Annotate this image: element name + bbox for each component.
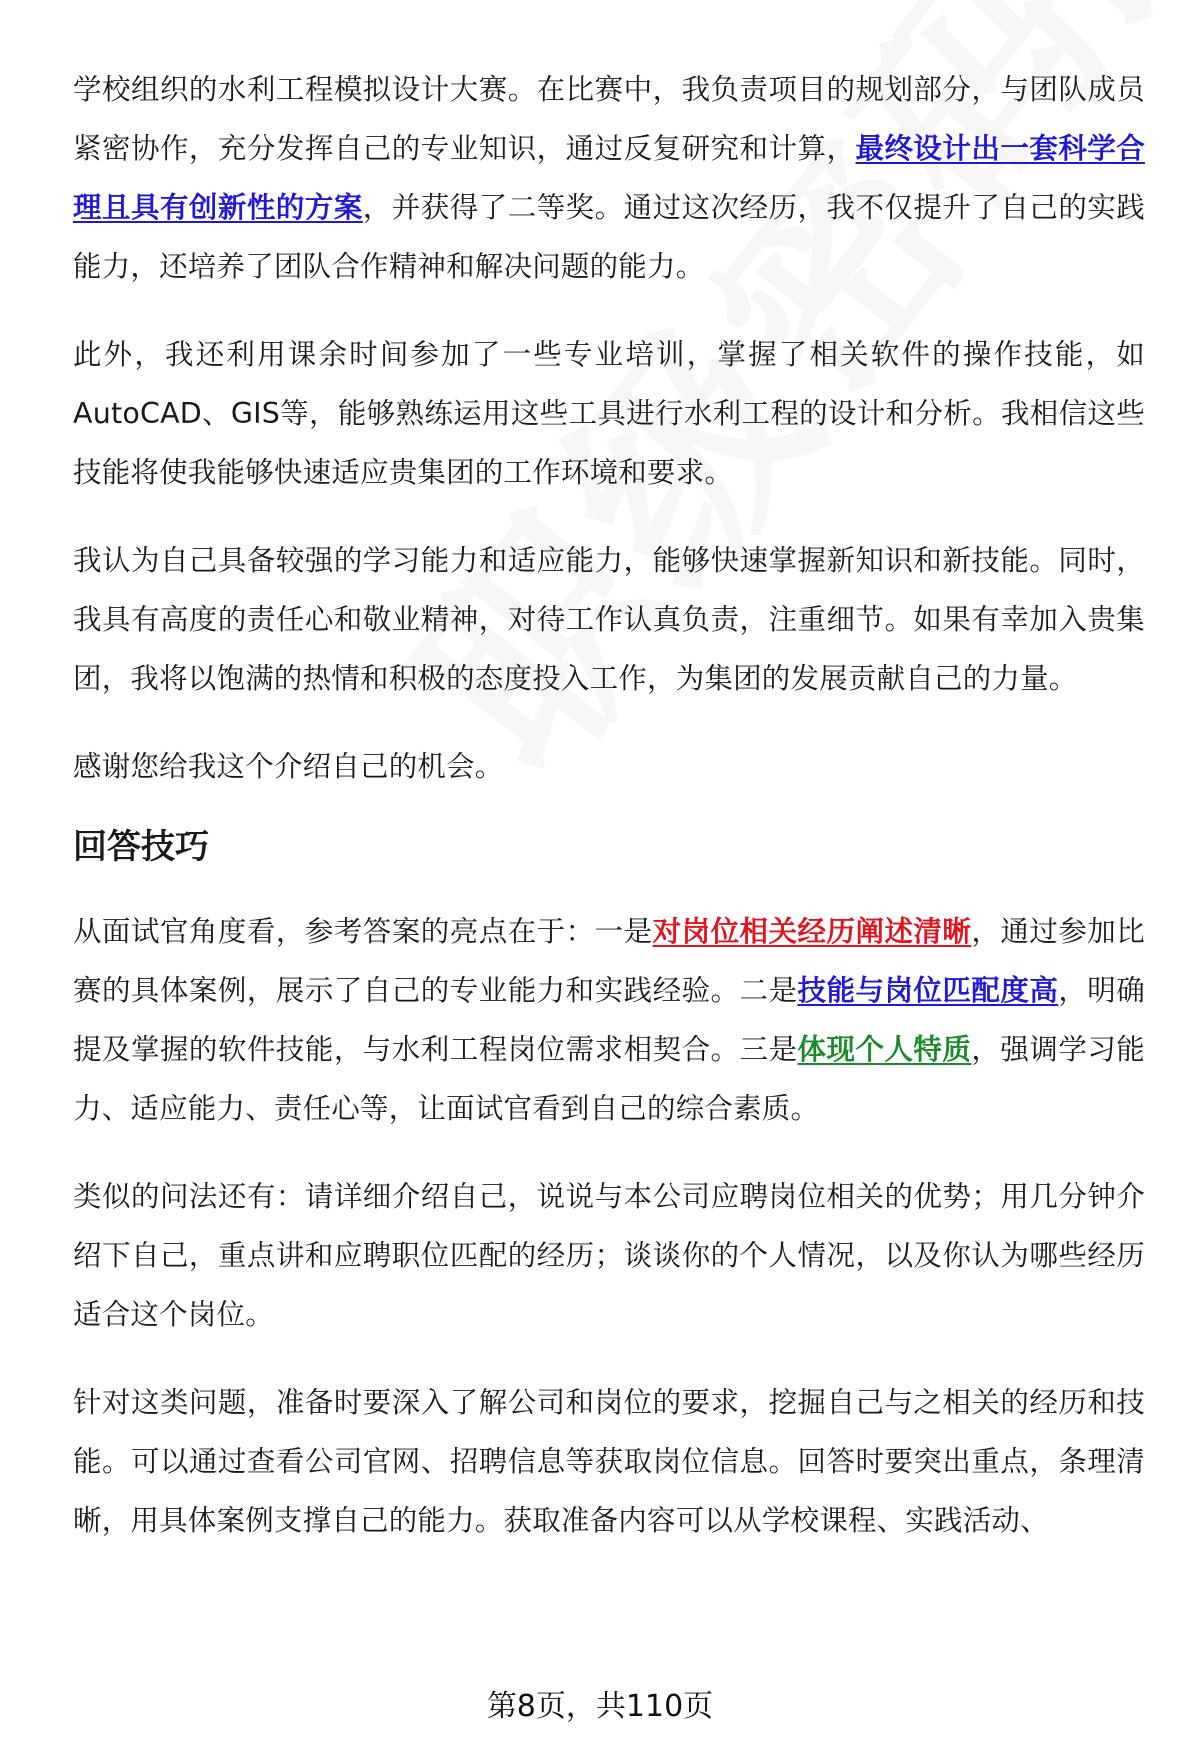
paragraph: 类似的问法还有：请详细介绍自己，说说与本公司应聘岗位相关的优势；用几分钟介绍下自己，重点讲和应聘职位匹配的经历；谈谈你的个人情况，以及你认为哪些经历适合这个岗位。 xyxy=(73,1180,1145,1331)
highlight-text: 对岗位相关经历阐述清晰 xyxy=(652,915,972,948)
highlight-text: 最终设计出一套科学合理且具有创新性的方案 xyxy=(73,132,1145,224)
paragraph: 感谢您给我这个介绍自己的机会。 xyxy=(73,750,504,783)
paragraph: 我认为自己具备较强的学习能力和适应能力，能够快速掌握新知识和新技能。同时，我具有高度的责任心和敬业精神，对待工作认真负责，注重细节。如果有幸加入贵集团，我将以饱满的热情和积极的态度投入工作，为集团的发展贡献自己的力量。 xyxy=(73,544,1145,695)
page-number: 第8页，共110页 xyxy=(486,1689,714,1724)
section-heading: 回答技巧 xyxy=(73,827,209,867)
paragraph: 针对这类问题，准备时要深入了解公司和岗位的要求，挖掘自己与之相关的经历和技能。可以通过查看公司官网、招聘信息等获取岗位信息。回答时要突出重点，条理清晰，用具体案例支撑自己的能力。获取准备内容可以从学校课程、实践活动、 xyxy=(73,1386,1145,1537)
highlight-text: 体现个人特质 xyxy=(797,1033,972,1066)
paragraph: 从面试官角度看，参考答案的亮点在于：一是对岗位相关经历阐述清晰，通过参加比赛的具体案例，展示了自己的专业能力和实践经验。二是技能与岗位匹配度高，明确提及掌握的软件技能，与水利工程岗位需求相契合。三是体现个人特质，强调学习能力、适应能力、责任心等，让面试官看到自己的综合素质。 xyxy=(73,915,1146,1125)
document-body xyxy=(73,60,1145,1579)
paragraph: 学校组织的水利工程模拟设计大赛。在比赛中，我负责项目的规划部分，与团队成员紧密协作，充分发挥自己的专业知识，通过反复研究和计算，最终设计出一套科学合理且具有创新性的方案，并获得了二等奖。通过这次经历，我不仅提升了自己的实践能力，还培养了团队合作精神和解决问题的能力。 xyxy=(73,73,1145,283)
paragraph: 此外，我还利用课余时间参加了一些专业培训，掌握了相关软件的操作技能，如AutoCAD、GIS等，能够熟练运用这些工具进行水利工程的设计和分析。我相信这些技能将使我能够快速适应贵集团的工作环境和要求。 xyxy=(73,338,1145,489)
highlight-text: 技能与岗位匹配度高 xyxy=(797,974,1059,1007)
